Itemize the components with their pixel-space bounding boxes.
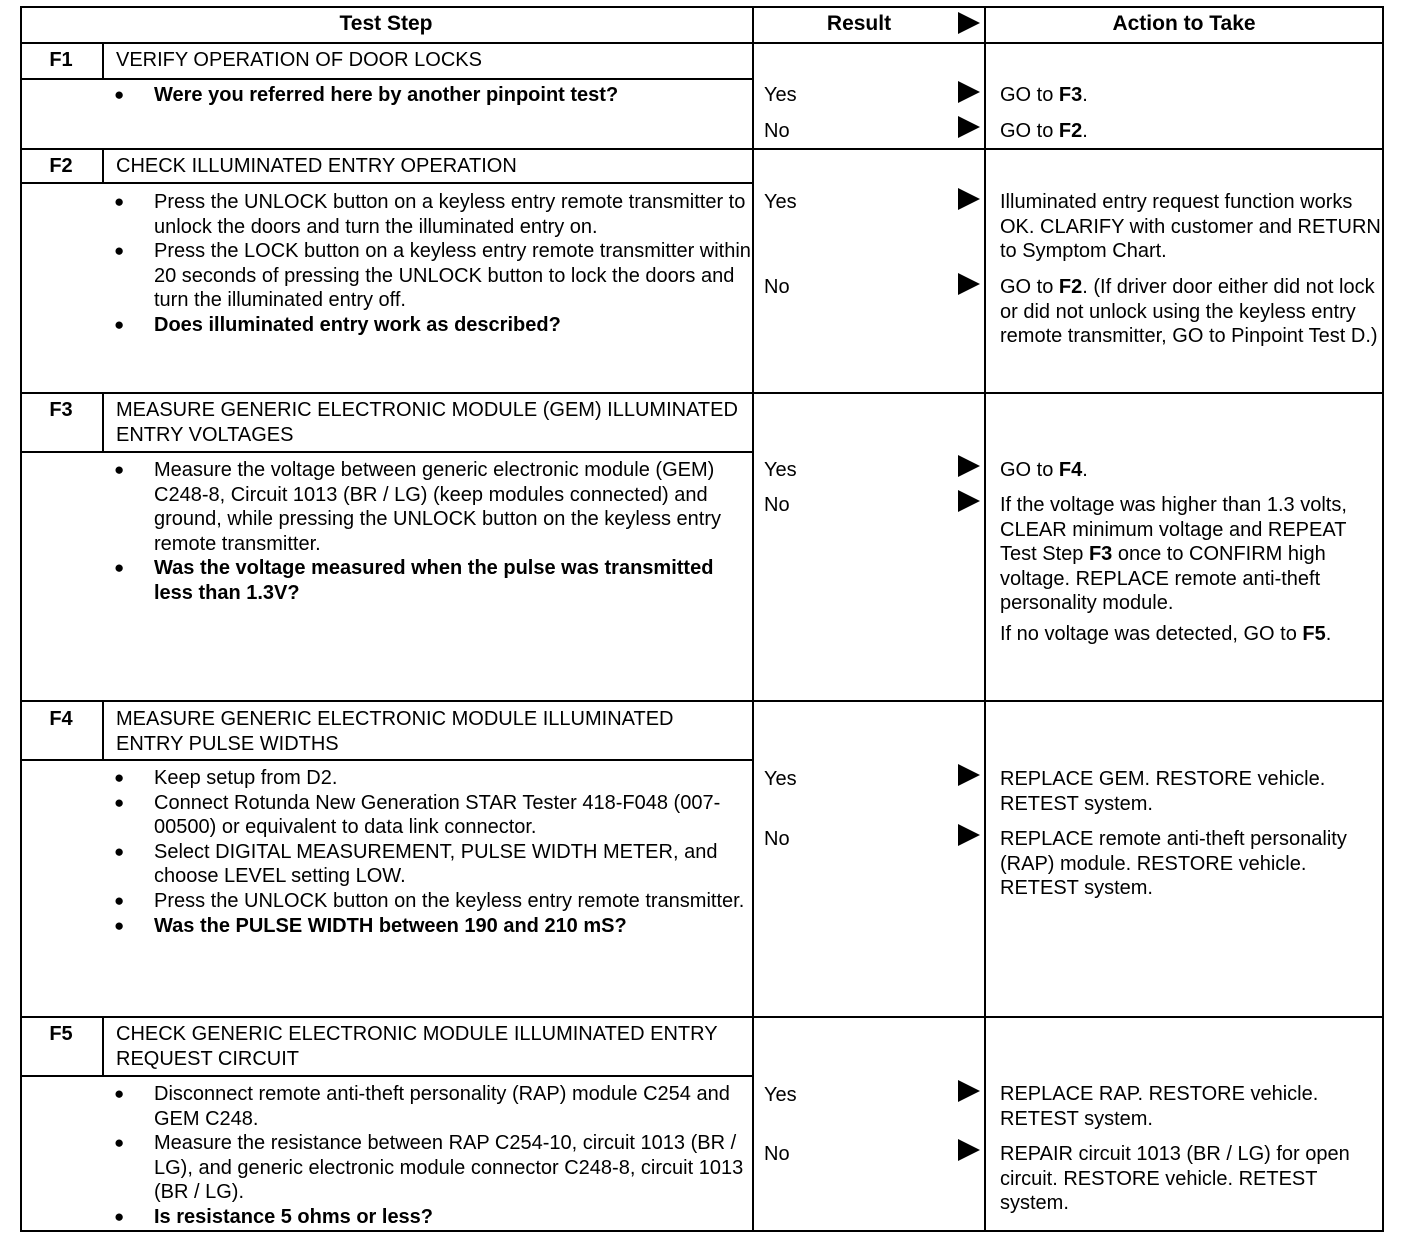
f4-id-divider bbox=[102, 700, 104, 761]
action-yes-f5: REPLACE RAP. RESTORE vehicle. RETEST system. bbox=[1000, 1083, 1319, 1130]
action-extra-f3: If no voltage was detected, GO to F5. bbox=[1000, 622, 1332, 645]
result-arrow-icon bbox=[958, 273, 980, 295]
bullet-item: ● Disconnect remote anti-theft personality (RAP) module C254 and GEM C248. bbox=[112, 1082, 752, 1131]
action-yes-f4: REPLACE GEM. RESTORE vehicle. RETEST system. bbox=[1000, 768, 1326, 815]
bullet-item: ● Select DIGITAL MEASUREMENT, PULSE WIDTH METER, and choose LEVEL setting LOW. bbox=[112, 840, 752, 889]
header-action: Action to Take bbox=[1112, 12, 1256, 35]
f5-id-divider bbox=[102, 1016, 104, 1077]
f2-row-divider bbox=[20, 148, 1384, 150]
result-arrow-icon bbox=[958, 116, 980, 138]
result-arrow-icon bbox=[958, 455, 980, 477]
step-title-f4: MEASURE GENERIC ELECTRONIC MODULE ILLUMINATED ENTRY PULSE WIDTHS bbox=[116, 708, 674, 755]
action-no-f5: REPAIR circuit 1013 (BR / LG) for open circuit. RESTORE vehicle. RETEST system. bbox=[1000, 1143, 1350, 1215]
f2-id-divider bbox=[102, 148, 104, 184]
f2-title-divider bbox=[20, 182, 754, 184]
header-result: Result bbox=[826, 12, 892, 35]
result-arrow-icon bbox=[958, 1080, 980, 1102]
f5-title-divider bbox=[20, 1075, 754, 1077]
step-title-f3: MEASURE GENERIC ELECTRONIC MODULE (GEM) ILLUMINATED ENTRY VOLTAGES bbox=[116, 399, 738, 446]
result-yes-f1: Yes bbox=[764, 84, 797, 106]
table-border-bottom bbox=[20, 1230, 1384, 1232]
result-no-f4: No bbox=[764, 828, 790, 850]
bullet-item: ● Keep setup from D2. bbox=[112, 766, 752, 791]
step-title-f2: CHECK ILLUMINATED ENTRY OPERATION bbox=[116, 155, 517, 177]
step-id-f2: F2 bbox=[49, 155, 73, 177]
step-bullets-f5 bbox=[112, 1082, 752, 1230]
step-id-f4: F4 bbox=[49, 708, 73, 730]
action-no-f1: GO to F2. bbox=[1000, 120, 1088, 142]
bullet-item: ● Press the LOCK button on a keyless entry remote transmitter within 20 seconds of pressing the UNLOCK button to lock the doors and turn the illuminated entry off. bbox=[112, 239, 752, 313]
f4-row-divider bbox=[20, 700, 1384, 702]
result-no-f3: No bbox=[764, 494, 790, 516]
bullet-item: ● Measure the voltage between generic electronic module (GEM) C248-8, Circuit 1013 (BR / LG) (keep modules connected) and ground, while pressing the UNLOCK button on the keyless entry remote transmitter. bbox=[112, 458, 752, 556]
f1-id-divider bbox=[102, 42, 104, 80]
f1-title-divider bbox=[20, 78, 754, 80]
step-bullets-f3 bbox=[112, 458, 752, 606]
result-arrow-icon bbox=[958, 824, 980, 846]
step-bullets-f2 bbox=[112, 190, 752, 338]
bullet-question: ● Was the voltage measured when the pulse was transmitted less than 1.3V? bbox=[112, 556, 752, 605]
pinpoint-test-table bbox=[20, 6, 1384, 1232]
bullet-question: ● Is resistance 5 ohms or less? bbox=[112, 1205, 752, 1230]
bullet-item: ● Connect Rotunda New Generation STAR Tester 418-F048 (007-00500) or equivalent to data link connector. bbox=[112, 791, 752, 840]
f3-title-divider bbox=[20, 451, 754, 453]
bullet-question: ● Does illuminated entry work as described? bbox=[112, 313, 752, 338]
result-yes-f2: Yes bbox=[764, 191, 797, 213]
action-yes-f1: GO to F3. bbox=[1000, 84, 1088, 106]
result-arrow-icon bbox=[958, 1139, 980, 1161]
bullet-question: ● Were you referred here by another pinpoint test? bbox=[112, 83, 752, 108]
step-bullets-f1 bbox=[112, 83, 752, 108]
bullet-item: ● Press the UNLOCK button on a keyless entry remote transmitter to unlock the doors and turn the illuminated entry on. bbox=[112, 190, 752, 239]
action-no-f4: REPLACE remote anti-theft personality (RAP) module. RESTORE vehicle. RETEST system. bbox=[1000, 828, 1347, 900]
result-arrow-icon bbox=[958, 490, 980, 512]
step-id-f3: F3 bbox=[49, 399, 73, 421]
column-divider-result bbox=[752, 6, 754, 1232]
result-arrow-icon bbox=[958, 81, 980, 103]
bullet-question: ● Was the PULSE WIDTH between 190 and 210 mS? bbox=[112, 914, 752, 939]
step-bullets-f4 bbox=[112, 766, 752, 938]
f5-row-divider bbox=[20, 1016, 1384, 1018]
f3-row-divider bbox=[20, 392, 1384, 394]
f3-id-divider bbox=[102, 392, 104, 453]
result-yes-f3: Yes bbox=[764, 459, 797, 481]
header-arrow-icon bbox=[958, 12, 980, 34]
result-no-f2: No bbox=[764, 276, 790, 298]
bullet-item: ● Measure the resistance between RAP C254-10, circuit 1013 (BR / LG), and generic electronic module connector C248-8, circuit 1013 (BR / LG). bbox=[112, 1131, 752, 1205]
step-title-f5: CHECK GENERIC ELECTRONIC MODULE ILLUMINATED ENTRY REQUEST CIRCUIT bbox=[116, 1023, 718, 1070]
step-id-f1: F1 bbox=[49, 49, 73, 71]
table-border-left bbox=[20, 6, 22, 1232]
header-test-step: Test Step bbox=[339, 12, 433, 35]
action-no-f3: If the voltage was higher than 1.3 volts, CLEAR minimum voltage and REPEAT Test Step F3 once to CONFIRM high voltage. REPLACE remote anti-theft personality module. If no voltage was detected, GO to F5. bbox=[1000, 493, 1382, 647]
f4-title-divider bbox=[20, 759, 754, 761]
header-divider bbox=[20, 42, 1384, 44]
action-yes-f2: Illuminated entry request function works OK. CLARIFY with customer and RETURN to Symptom Chart. bbox=[1000, 191, 1381, 263]
action-no-f2: GO to F2. (If driver door either did not lock or did not unlock using the keyless entry remote transmitter, GO to Pinpoint Test D.) bbox=[1000, 276, 1378, 348]
result-no-f1: No bbox=[764, 120, 790, 142]
result-yes-f4: Yes bbox=[764, 768, 797, 790]
result-arrow-icon bbox=[958, 188, 980, 210]
result-no-f5: No bbox=[764, 1143, 790, 1165]
result-yes-f5: Yes bbox=[764, 1084, 797, 1106]
step-id-f5: F5 bbox=[49, 1023, 73, 1045]
bullet-item: ● Press the UNLOCK button on the keyless entry remote transmitter. bbox=[112, 889, 752, 914]
action-yes-f3: GO to F4. bbox=[1000, 459, 1088, 481]
table-border-right bbox=[1382, 6, 1384, 1232]
column-divider-action bbox=[984, 6, 986, 1232]
step-title-f1: VERIFY OPERATION OF DOOR LOCKS bbox=[116, 49, 482, 71]
result-arrow-icon bbox=[958, 764, 980, 786]
